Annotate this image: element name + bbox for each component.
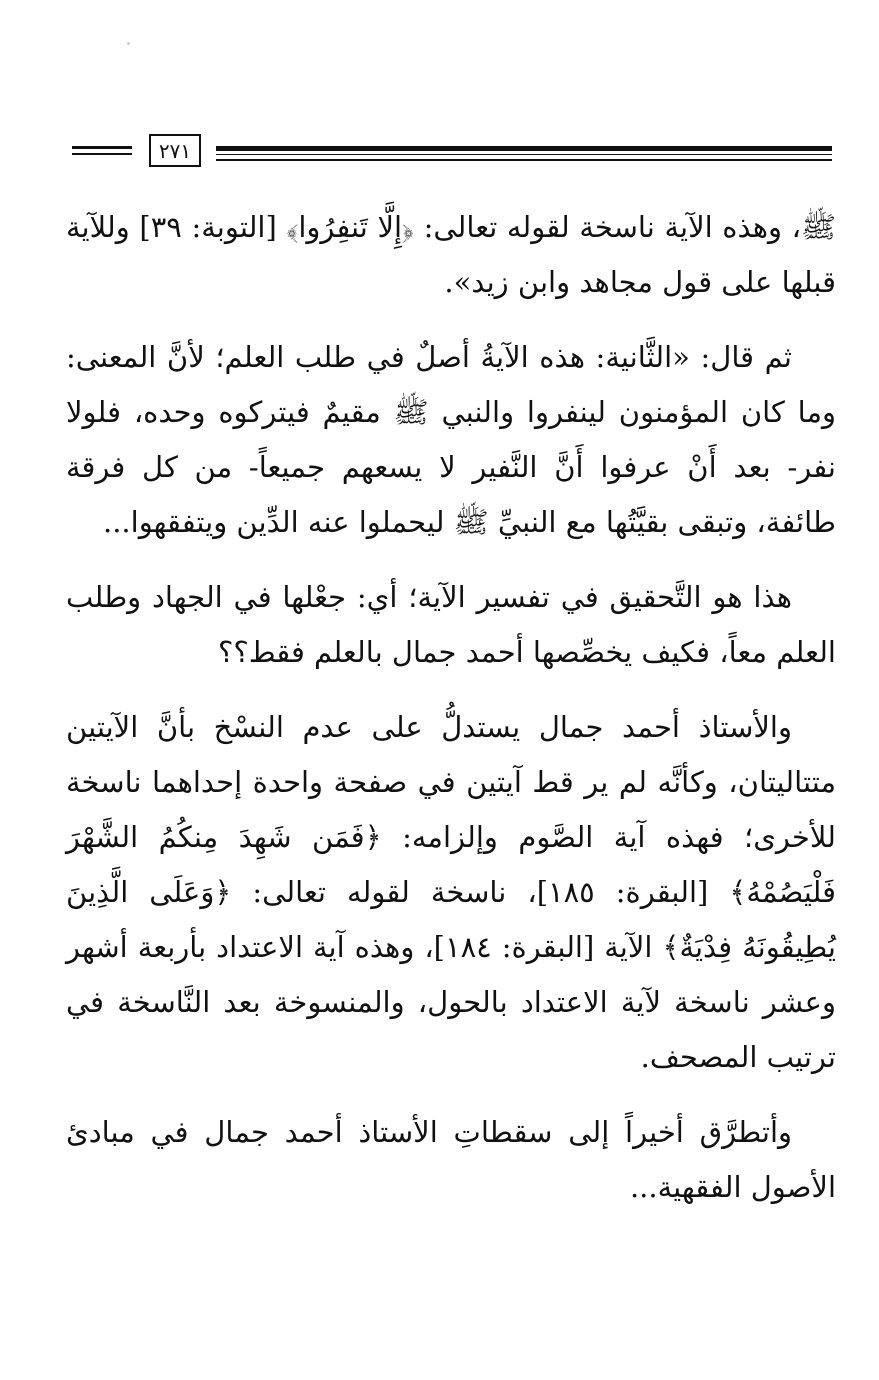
paragraph-3: هذا هو التَّحقيق في تفسير الآية؛ أي: جعْلها في الجهاد وطلب العلم معاً، فكيف يخصِّصها أحمد جمال بالعلم فقط؟؟ [66,580,836,669]
body-text [66,200,836,1235]
paragraph-4: والأستاذ أحمد جمال يستدلُّ على عدم النسْخ بأنَّ الآيتين متتاليتان، وكأنَّه لم ير قط آيتين في صفحة واحدة إحداهما ناسخة للأخرى؛ فهذه آية الصَّوم وإلزامه: ﴿فَمَن شَهِدَ مِنكُمُ الشَّهْرَ فَلْيَصُمْهُ﴾ [البقرة: ١٨٥]، ناسخة لقوله تعالى: ﴿وَعَلَى الَّذِينَ يُطِيقُونَهُ فِدْيَةٌ﴾ الآية [البقرة: ١٨٤]، وهذه آية الاعتداد بأربعة أشهر وعشر ناسخة لآية الاعتداد بالحول، والمنسوخة بعد النَّاسخة في ترتيب المصحف. [66,710,837,1074]
paragraph-2: ثم قال: «الثَّانية: هذه الآيةُ أصلٌ في طلب العلم؛ لأنَّ المعنى: وما كان المؤمنون لينفروا والنبي ﷺ مقيمٌ فيتركوه وحده، فلولا نفر- بعد أَنْ عرفوا أَنَّ النَّفير لا يسعهم جميعاً- من كل فرقة طائفة، وتبقى بقيَّتُها مع النبيِّ ﷺ ليحملوا عنه الدِّين ويتفقهوا... [66,340,836,539]
page-number: ٢٧١ [158,138,192,163]
page-header [72,134,832,174]
paragraph-1: ﷺ، وهذه الآية ناسخة لقوله تعالى: ﴿إِلَّا تَنفِرُوا﴾ [التوبة: ٣٩] وللآية قبلها على قول مجاهد وابن زيد». [66,210,836,299]
header-rule-short [72,146,132,155]
scan-speck [127,42,130,45]
paragraph-5: وأتطرَّق أخيراً إلى سقطاتِ الأستاذ أحمد جمال في مبادئ الأصول الفقهية... [66,1115,836,1204]
page-number-box [149,134,201,167]
header-rule-long [216,146,832,161]
